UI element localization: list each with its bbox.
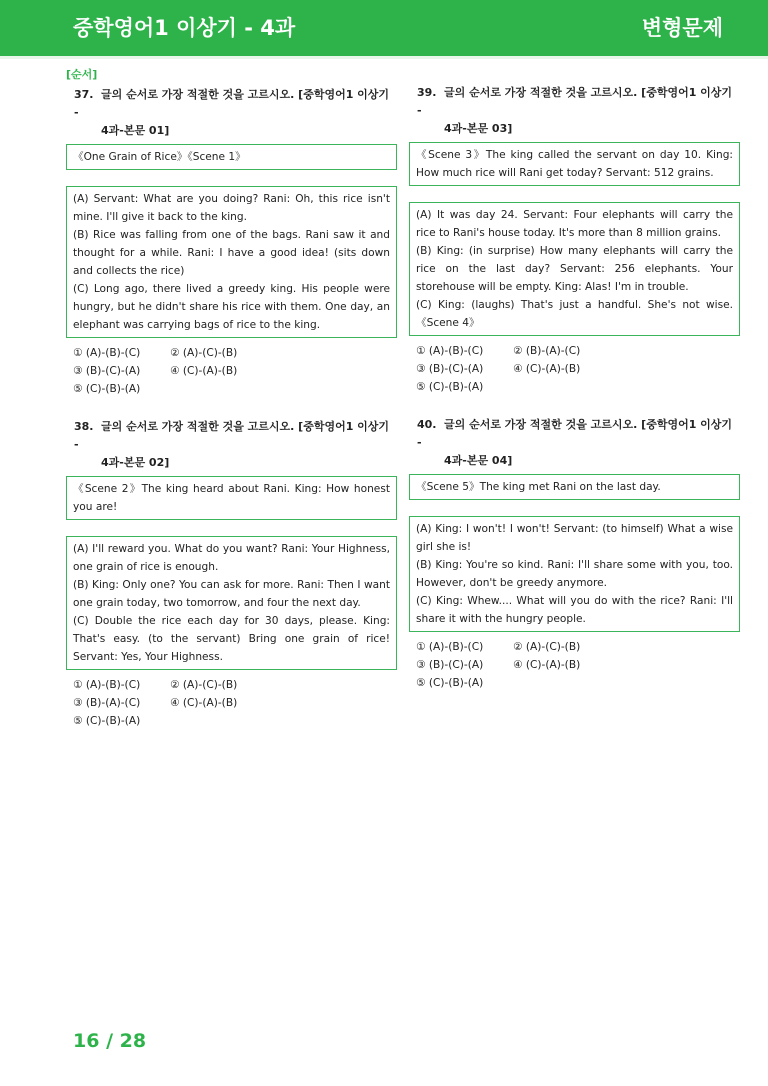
question-number: 39. — [417, 86, 437, 99]
option-3[interactable]: ③ (B)-(C)-(A) — [416, 363, 484, 375]
passage-box — [66, 186, 397, 338]
option-5[interactable]: ⑤ (C)-(B)-(A) — [416, 381, 484, 393]
passage-b: (B) King: Only one? You can ask for more. Rani: Then I want one grain today, two tomorrow, and four the next day. — [73, 579, 390, 609]
question-number: 37. — [74, 88, 94, 101]
current-page: 16 — [73, 1030, 100, 1052]
question-title — [409, 84, 740, 138]
given-text: 《Scene 3》The king called the servant on day 10. King: How much rice will Rani get today? Servant: 512 grains. — [416, 149, 733, 179]
answer-options — [409, 342, 740, 396]
header-category: 변형문제 — [641, 16, 723, 40]
answer-options — [66, 344, 397, 398]
question-number: 40. — [417, 418, 437, 431]
question-text-line2: 4과-본문 02] — [101, 456, 170, 469]
question-text-line1: 글의 순서로 가장 적절한 것을 고르시오. [중학영어1 이상기 - — [74, 88, 390, 119]
question-37 — [66, 86, 397, 398]
given-box — [66, 144, 397, 170]
question-40 — [409, 416, 740, 692]
option-4[interactable]: ④ (C)-(A)-(B) — [170, 365, 238, 377]
question-39 — [409, 84, 740, 396]
passage-a: (A) I'll reward you. What do you want? Rani: Your Highness, one grain of rice is enough. — [73, 543, 390, 573]
passage-c: (C) King: (laughs) That's just a handful. She's not wise. 《Scene 4》 — [416, 299, 733, 329]
question-text-line1: 글의 순서로 가장 적절한 것을 고르시오. [중학영어1 이상기 - — [74, 420, 390, 451]
passage-a: (A) It was day 24. Servant: Four elephants will carry the rice to Rani's house today. It's more than 8 million grains. — [416, 209, 733, 239]
given-box — [409, 142, 740, 186]
passage-b: (B) Rice was falling from one of the bags. Rani saw it and thought for a while. Rani: I have a good idea! (sits down and collects the rice) — [73, 229, 390, 277]
option-1[interactable]: ① (A)-(B)-(C) — [73, 347, 141, 359]
option-2[interactable]: ② (B)-(A)-(C) — [513, 345, 581, 357]
answer-options — [409, 638, 740, 692]
total-pages: 28 — [119, 1030, 147, 1052]
passage-c: (C) Double the rice each day for 30 days, please. King: That's easy. (to the servant) Bring one grain of rice! Servant: Yes, Your Highness. — [73, 615, 390, 663]
given-box — [66, 476, 397, 520]
option-2[interactable]: ② (A)-(C)-(B) — [513, 641, 581, 653]
option-4[interactable]: ④ (C)-(A)-(B) — [513, 363, 581, 375]
given-text: 《Scene 5》The king met Rani on the last day. — [416, 481, 661, 493]
option-1[interactable]: ① (A)-(B)-(C) — [73, 679, 141, 691]
question-title — [66, 418, 397, 472]
page-header — [0, 0, 768, 59]
option-2[interactable]: ② (A)-(C)-(B) — [170, 347, 238, 359]
question-text-line2: 4과-본문 01] — [101, 124, 170, 137]
passage-c: (C) Long ago, there lived a greedy king. His people were hungry, but he didn't share his rice with them. One day, an elephant was carrying bags of rice to the king. — [73, 283, 390, 331]
question-text-line2: 4과-본문 04] — [444, 454, 513, 467]
answer-options — [66, 676, 397, 730]
left-column — [66, 66, 397, 750]
option-5[interactable]: ⑤ (C)-(B)-(A) — [416, 677, 484, 689]
option-3[interactable]: ③ (B)-(C)-(A) — [416, 659, 484, 671]
page-number — [73, 1030, 146, 1052]
passage-b: (B) King: You're so kind. Rani: I'll share some with you, too. However, don't be greedy anymore. — [416, 559, 733, 589]
option-3[interactable]: ③ (B)-(C)-(A) — [73, 365, 141, 377]
option-3[interactable]: ③ (B)-(A)-(C) — [73, 697, 141, 709]
question-number: 38. — [74, 420, 94, 433]
option-5[interactable]: ⑤ (C)-(B)-(A) — [73, 715, 141, 727]
page-separator: / — [106, 1030, 114, 1052]
question-38 — [66, 418, 397, 730]
right-column — [409, 84, 740, 712]
passage-box — [409, 516, 740, 632]
question-text-line1: 글의 순서로 가장 적절한 것을 고르시오. [중학영어1 이상기 - — [417, 86, 733, 117]
option-4[interactable]: ④ (C)-(A)-(B) — [170, 697, 238, 709]
passage-a: (A) King: I won't! I won't! Servant: (to himself) What a wise girl she is! — [416, 523, 733, 553]
option-2[interactable]: ② (A)-(C)-(B) — [170, 679, 238, 691]
passage-b: (B) King: (in surprise) How many elephants will carry the rice on the last day? Servant: 256 elephants. Your storehouse will be empty. King: Alas! I'm in trouble. — [416, 245, 733, 293]
question-title — [66, 86, 397, 140]
given-text: 《One Grain of Rice》《Scene 1》 — [73, 151, 246, 163]
question-text-line1: 글의 순서로 가장 적절한 것을 고르시오. [중학영어1 이상기 - — [417, 418, 733, 449]
option-4[interactable]: ④ (C)-(A)-(B) — [513, 659, 581, 671]
passage-a: (A) Servant: What are you doing? Rani: Oh, this rice isn't mine. I'll give it back to the king. — [73, 193, 390, 223]
passage-box — [66, 536, 397, 670]
header-title: 중학영어1 이상기 - 4과 — [73, 16, 296, 40]
section-tag: [순서] — [66, 68, 98, 81]
option-5[interactable]: ⑤ (C)-(B)-(A) — [73, 383, 141, 395]
question-title — [409, 416, 740, 470]
passage-c: (C) King: Whew.... What will you do with the rice? Rani: I'll share it with the hungry people. — [416, 595, 733, 625]
given-text: 《Scene 2》The king heard about Rani. King: How honest you are! — [73, 483, 390, 513]
passage-box — [409, 202, 740, 336]
option-1[interactable]: ① (A)-(B)-(C) — [416, 345, 484, 357]
question-text-line2: 4과-본문 03] — [444, 122, 513, 135]
option-1[interactable]: ① (A)-(B)-(C) — [416, 641, 484, 653]
given-box — [409, 474, 740, 500]
